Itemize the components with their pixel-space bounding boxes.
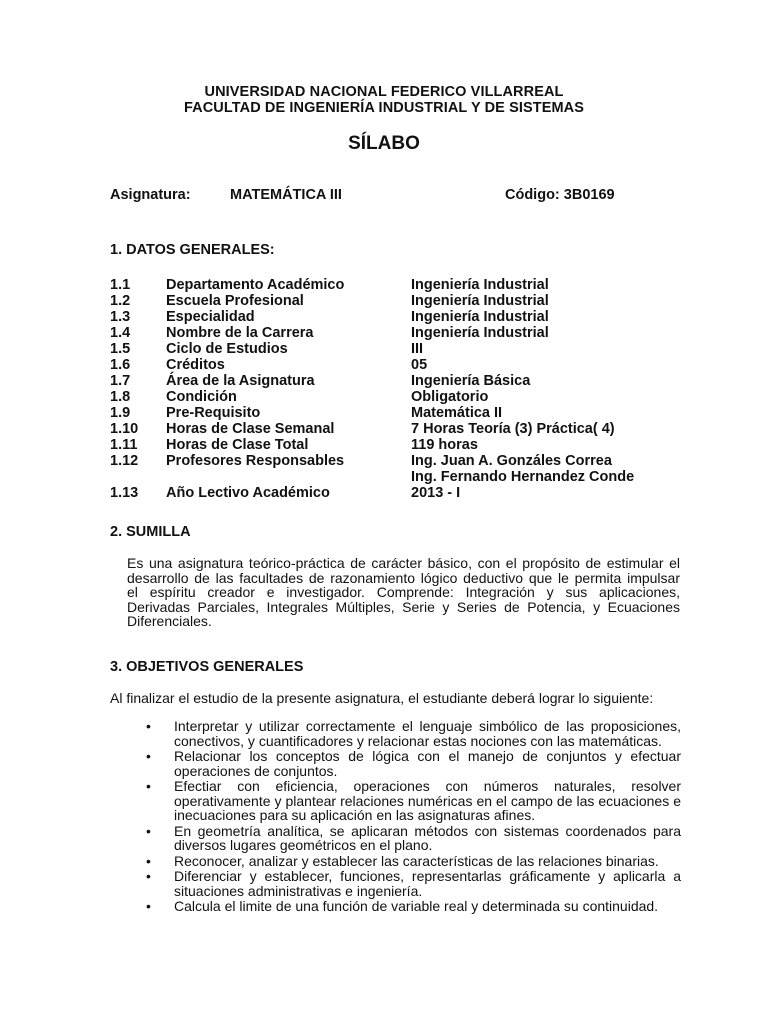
datos-row-number: 1.10 [110,421,139,437]
list-item-text: Diferenciar y establecer, funciones, representarlas gráficamente y aplicarla a situaciones administrativas e ingeniería. [174,868,681,899]
datos-row-label: Horas de Clase Total [166,437,309,453]
datos-row-number: 1.5 [110,341,131,357]
list-item [146,719,681,748]
datos-row-value: Obligatorio [411,389,489,405]
list-item-text: Relacionar los conceptos de lógica con el manejo de conjuntos y efectuar operaciones de conjuntos. [174,748,681,779]
datos-row-value: Matemática II [411,405,503,421]
datos-row-number: 1.6 [110,357,131,373]
datos-row-number: 1.7 [110,373,131,389]
list-item [146,779,681,823]
sumilla-line: Es una asignatura teórico-práctica de carácter básico, con el propósito de estimular el [127,555,680,571]
list-item [146,749,681,778]
section-heading-objetivos: 3. OBJETIVOS GENERALES [110,659,304,675]
datos-row-value: Ingeniería Industrial [411,277,549,293]
datos-row-number: 1.2 [110,293,131,309]
datos-row-number: 1.8 [110,389,131,405]
bullet-icon: • [146,748,151,764]
datos-row-label: Nombre de la Carrera [166,325,314,341]
objetivos-intro: Al finalizar el estudio de la presente asignatura, el estudiante deberá lograr lo siguiente: [110,690,654,706]
objetivos-list [146,719,681,915]
document-title: SÍLABO [348,133,420,154]
section-heading-datos-generales: 1. DATOS GENERALES: [110,242,275,258]
datos-row-number: 1.1 [110,277,131,293]
sumilla-paragraph [127,556,680,629]
list-item-text: Reconocer, analizar y establecer las características de las relaciones binarias. [174,852,659,869]
datos-row-number: 1.3 [110,309,131,325]
list-item-text: Calcula el limite de una función de variable real y determinada su continuidad. [174,898,659,914]
bullet-icon: • [146,778,151,794]
faculty-name: FACULTAD DE INGENIERÍA INDUSTRIAL Y DE SISTEMAS [184,100,584,116]
list-item [146,899,681,914]
list-item [146,824,681,853]
datos-row-label: Año Lectivo Académico [166,485,330,501]
datos-row-value: III [411,341,424,357]
list-item [146,869,681,898]
datos-row-value: Ingeniería Industrial [411,293,549,309]
datos-row-value: Ingeniería Industrial [411,325,549,341]
university-name: UNIVERSIDAD NACIONAL FEDERICO VILLARREAL [204,84,564,100]
datos-row-value: Ingeniería Industrial [411,309,549,325]
datos-row-value: 05 [411,357,428,373]
datos-row-label: Área de la Asignatura [166,373,315,389]
bullet-icon: • [146,852,151,869]
bullet-icon: • [146,868,151,884]
datos-row-label: Escuela Profesional [166,293,304,309]
datos-row-value: Ing. Juan A. Gonzáles Correa [411,453,612,469]
datos-row-value: 2013 - I [411,485,461,501]
datos-row-number: 1.13 [110,485,139,501]
course-code: Código: 3B0169 [505,187,615,203]
bullet-icon: • [146,718,151,734]
list-item [146,854,681,869]
datos-row-label: Pre-Requisito [166,405,261,421]
datos-row-label: Departamento Académico [166,277,345,293]
datos-row-value: 119 horas [411,437,478,453]
datos-row-number: 1.4 [110,325,131,341]
datos-row-value: 7 Horas Teoría (3) Práctica( 4) [411,421,615,437]
datos-row-label: Condición [166,389,237,405]
bullet-icon: • [146,822,151,839]
datos-row-label: Créditos [166,357,225,373]
datos-row-number: 1.11 [110,437,138,453]
list-item-text: Interpretar y utilizar correctamente el lenguaje simbólico de las proposiciones, conectivos, y cuantificadores y relacionar estas nociones con las matemáticas. [174,718,681,749]
course-label: Asignatura: [110,187,191,203]
datos-row-label: Especialidad [166,309,255,325]
datos-row-label: Horas de Clase Semanal [166,421,335,437]
bullet-icon: • [146,898,151,914]
section-heading-sumilla: 2. SUMILLA [110,524,191,540]
datos-row-label: Profesores Responsables [166,453,345,469]
course-name: MATEMÁTICA III [230,187,342,203]
list-item-text: Efectiar con eficiencia, operaciones con números naturales, resolver operativamente y plantear relaciones numéricas en el campo de las ecuaciones e inecuaciones para su aplicación en las asignaturas afines. [174,778,681,823]
sumilla-line: desarrollo de las facultades de razonamiento lógico deductivo que le permita impulsar [127,569,680,586]
datos-row-value: Ingeniería Básica [411,373,531,389]
datos-row-number: 1.12 [110,453,139,469]
datos-row-label: Ciclo de Estudios [166,341,288,357]
sumilla-line: Diferenciales. [127,613,212,630]
sumilla-line: Derivadas Parciales, Integrales Múltiples, Serie y Series de Potencia, y Ecuaciones [127,598,680,615]
sumilla-line: el espíritu creador e investigador. Comprende: Integración y sus aplicaciones, [127,584,680,601]
datos-row-number: 1.9 [110,405,131,421]
datos-row-value: Ing. Fernando Hernandez Conde [411,469,635,485]
list-item-text: En geometría analítica, se aplicaran métodos con sistemas coordenados para diversos lugares geométricos en el plano. [174,822,681,853]
